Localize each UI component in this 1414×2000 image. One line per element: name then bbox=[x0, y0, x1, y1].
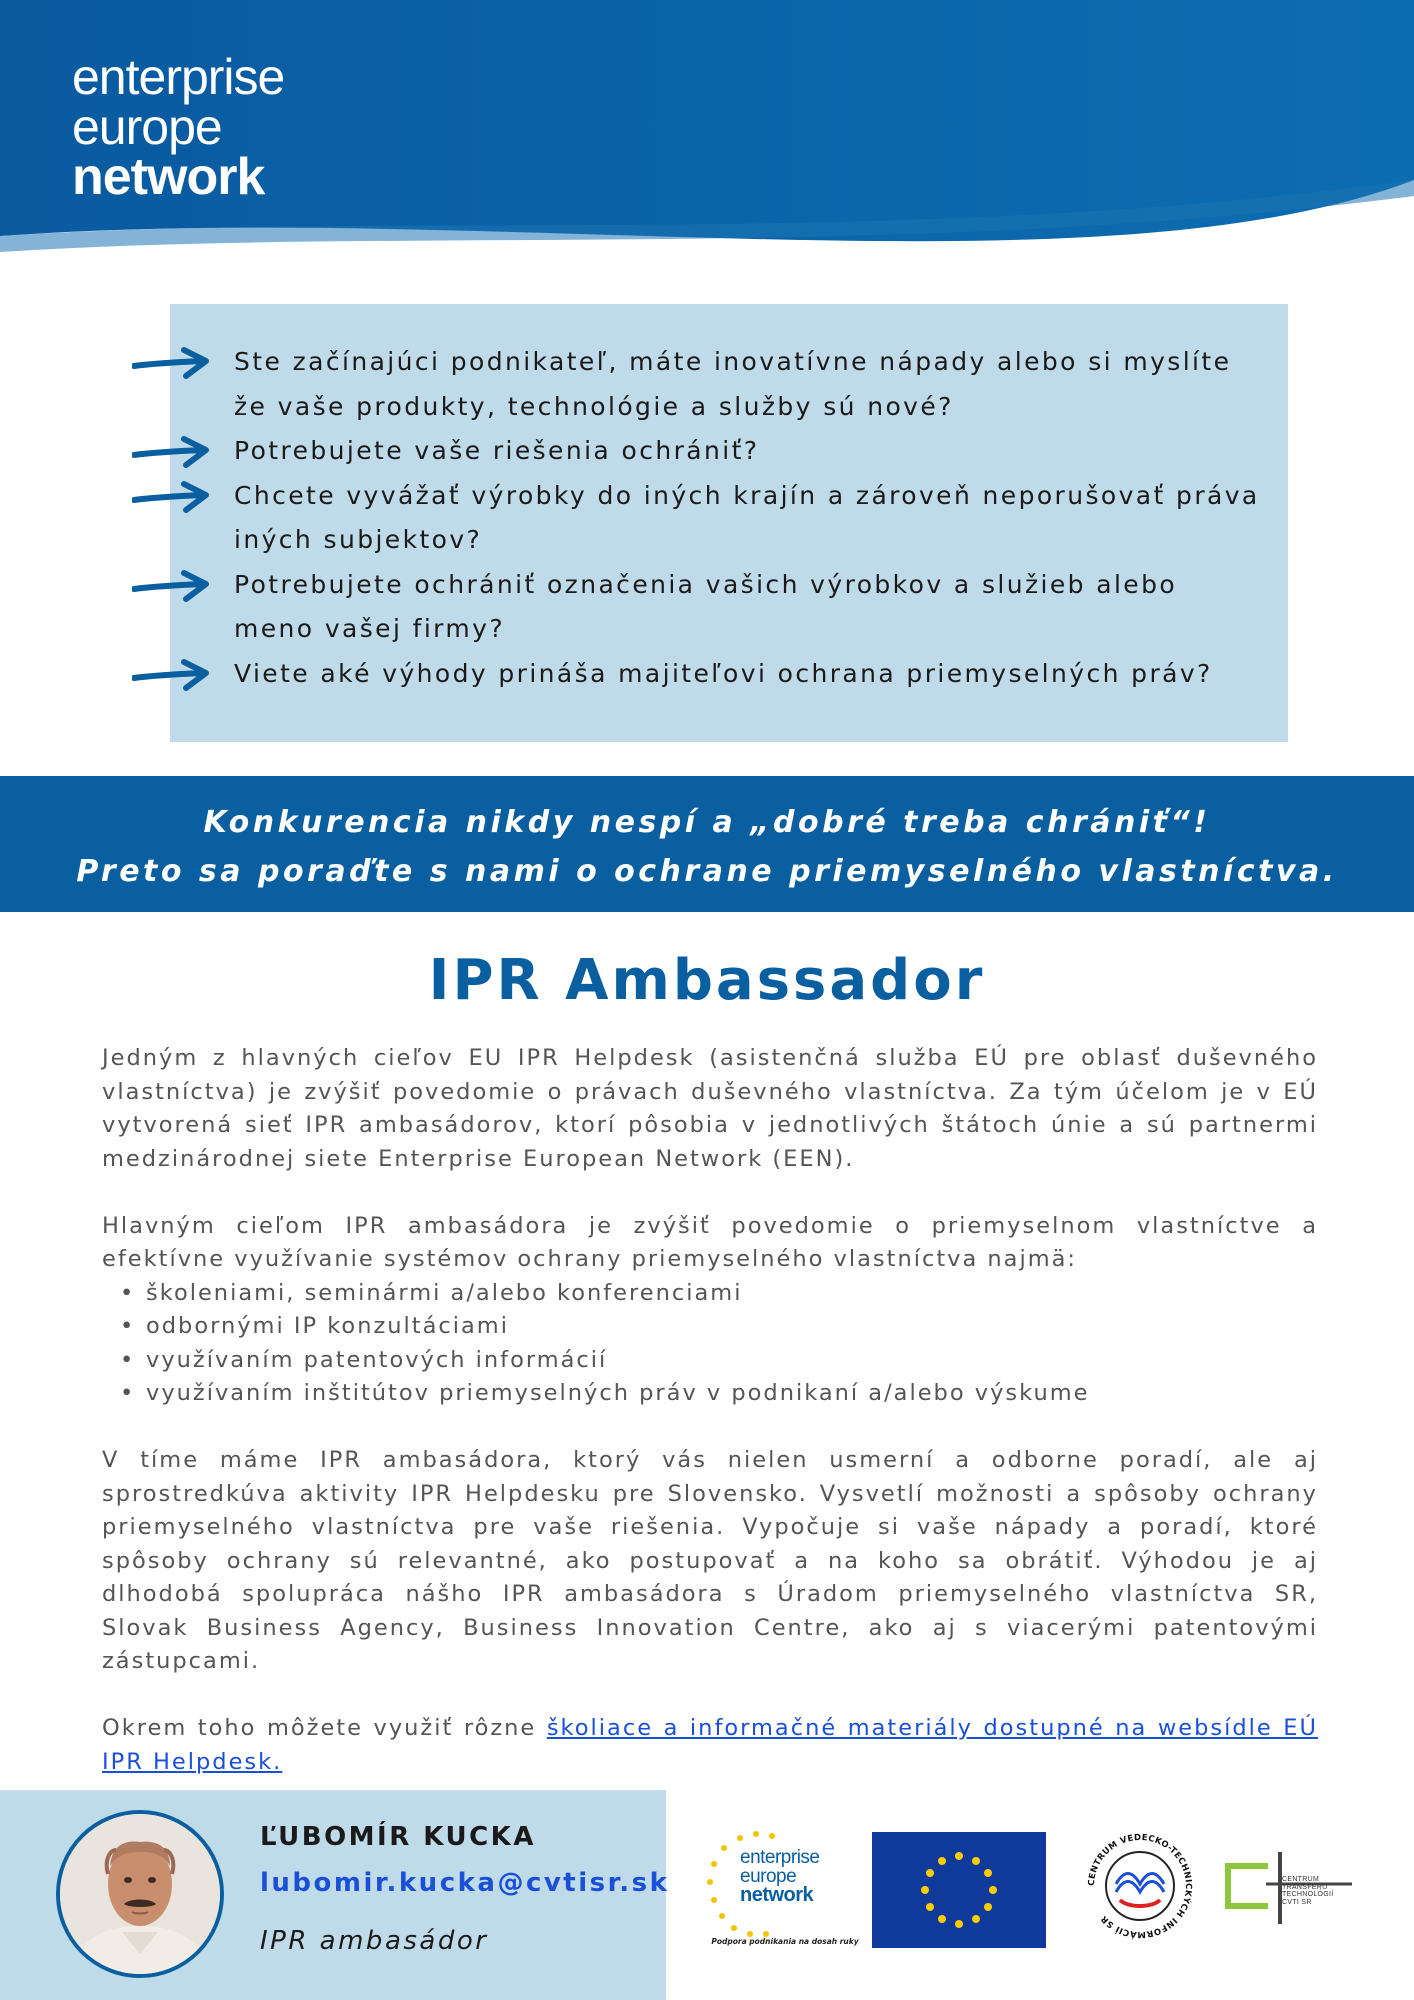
question-text: Chcete vyvážať výrobky do iných krajín a zároveň neporušovať práva iných subjektov? bbox=[234, 480, 1260, 554]
questions-box bbox=[170, 304, 1288, 742]
person-photo-icon bbox=[60, 1814, 220, 1974]
paragraph-team: V tíme máme IPR ambasádora, ktorý vás nielen usmerní a odborne poradí, ale aj sprostredkúva aktivity IPR Helpdesku pre Slovensko. Vysvetlí možnosti a spôsoby ochrany priemyselného vlastníctva pre vaše riešenia. Vypočuje si vaše nápady a poradí, ktoré spôsoby ochrany sú relevantné, ako postupovať a na koho sa obrátiť. Výhodou je aj dlhodobá spolupráca nášho IPR ambasádora s Úradom priemyselného vlastníctva SR, Slovak Business Agency, Business Innovation Centre, ako aj s viacerými patentovými zástupcami. bbox=[102, 1447, 1318, 1674]
questions-list bbox=[234, 340, 1264, 696]
activities-list bbox=[146, 1277, 1318, 1411]
slogan-line-1: Konkurencia nikdy nespí a „dobré treba chrániť“! bbox=[203, 805, 1211, 840]
arrow-icon bbox=[132, 435, 212, 471]
brand-line-3: network bbox=[72, 148, 265, 206]
cvti-sr-logo-icon bbox=[1080, 1826, 1200, 1946]
ctt-line-1: CENTRUM bbox=[1282, 1876, 1320, 1883]
een-brand-logo bbox=[72, 49, 285, 206]
brand-line-1: enterprise bbox=[72, 49, 285, 105]
list-item: • využívaním patentových informácií bbox=[146, 1344, 1318, 1378]
list-item: • využívaním inštitútov priemyselných práv v podnikaní a/alebo výskume bbox=[146, 1377, 1318, 1411]
materials-prefix: Okrem toho môžete využiť rôzne bbox=[102, 1715, 547, 1741]
ipr-helpdesk-link[interactable]: školiace a informačné materiály dostupné na websídle EÚ IPR Helpdesk. bbox=[102, 1715, 1318, 1775]
ctt-line-2: TRANSFERU bbox=[1282, 1883, 1328, 1891]
arrow-icon bbox=[132, 480, 212, 516]
question-text: Potrebujete ochrániť označenia vašich výrobkov a služieb alebo meno vašej firmy? bbox=[234, 569, 1178, 643]
question-item bbox=[234, 429, 1264, 474]
body-text bbox=[102, 1042, 1318, 1813]
een-logo-line-1: enterprise bbox=[740, 1847, 820, 1868]
svg-text:CENTRUM VEDECKO-TECHNICKÝCH IN bbox=[1087, 1833, 1194, 1941]
arrow-icon bbox=[132, 569, 212, 605]
arrow-icon bbox=[132, 346, 212, 382]
list-item: • odbornými IP konzultáciami bbox=[146, 1310, 1318, 1344]
een-tagline: Podpora podnikania na dosah ruky bbox=[711, 1937, 859, 1946]
contact-email[interactable]: lubomir.kucka@cvtisr.sk bbox=[260, 1868, 670, 1898]
paragraph-materials bbox=[102, 1712, 1318, 1779]
avatar bbox=[56, 1810, 224, 1978]
slogan-line-2: Preto sa poraďte s nami o ochrane priemyselného vlastníctva. bbox=[76, 854, 1338, 889]
question-text: Viete aké výhody prináša majiteľovi ochrana priemyselných práv? bbox=[234, 658, 1213, 688]
list-item: • školeniami, seminármi a/alebo konferenciami bbox=[146, 1277, 1318, 1311]
question-item bbox=[234, 340, 1264, 429]
contact-name: ĽUBOMÍR KUCKA bbox=[260, 1822, 536, 1852]
ctt-line-3: TECHNOLÓGIÍ bbox=[1282, 1891, 1334, 1898]
ctt-logo-text bbox=[1282, 1876, 1334, 1906]
ctt-line-4: CVTI SR bbox=[1282, 1898, 1312, 1906]
een-logo-text bbox=[740, 1848, 820, 1905]
cvti-ring-text: CENTRUM VEDECKO-TECHNICKÝCH INFORMÁCIÍ SR bbox=[1086, 1832, 1194, 1940]
question-text: Potrebujete vaše riešenia ochrániť? bbox=[234, 436, 760, 465]
paragraph-goal: Hlavným cieľom IPR ambasádora je zvýšiť povedomie o priemyselnom vlastníctve a efektívne využívanie systémov ochrany priemyselného vlastníctva najmä: bbox=[102, 1212, 1318, 1272]
een-logo-line-2: europe bbox=[740, 1866, 797, 1887]
contact-role: IPR ambasádor bbox=[260, 1926, 489, 1956]
section-title: IPR Ambassador bbox=[428, 948, 986, 1013]
arrow-icon bbox=[132, 658, 212, 694]
slogan-banner bbox=[0, 776, 1414, 912]
page-header bbox=[0, 0, 1414, 260]
question-text: Ste začínajúci podnikateľ, máte inovatívne nápady alebo si myslíte že vaše produkty, technológie a služby sú nové? bbox=[234, 347, 1232, 421]
paragraph-intro: Jedným z hlavných cieľov EU IPR Helpdesk (asistenčná služba EÚ pre oblasť duševného vlastníctva) je zvýšiť povedomie o právach duševného vlastníctva. Za tým účelom je v EÚ vytvorená sieť IPR ambasádorov, ktorí pôsobia v jednotlivých štátoch únie a sú partnermi medzinárodnej siete Enterprise European Network (EEN). bbox=[102, 1045, 1318, 1172]
eu-flag-icon bbox=[872, 1832, 1046, 1948]
question-item bbox=[234, 563, 1264, 652]
question-item bbox=[234, 652, 1264, 697]
een-logo-line-3: network bbox=[740, 1884, 814, 1906]
question-item bbox=[234, 474, 1264, 563]
brand-line-2: europe bbox=[72, 99, 222, 155]
